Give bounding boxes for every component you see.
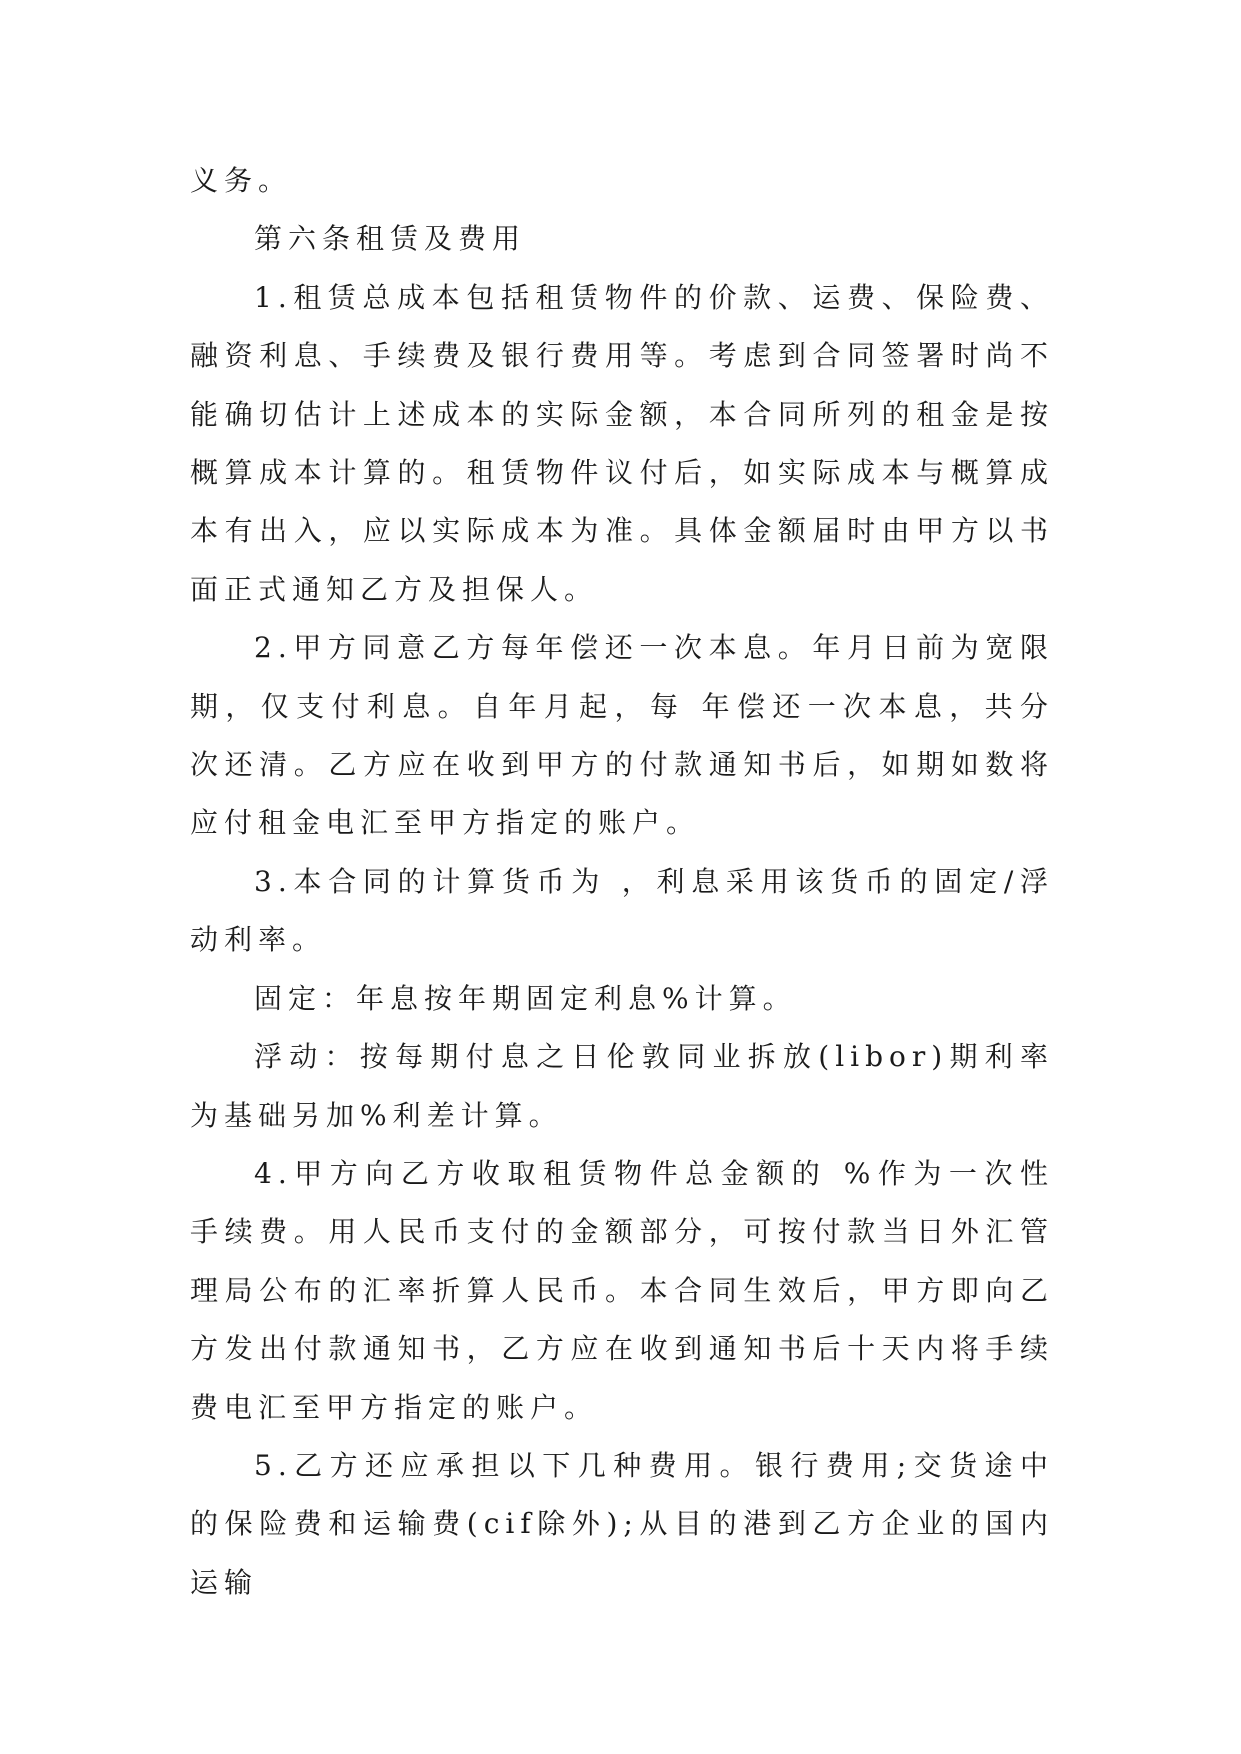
clause-5: 5.乙方还应承担以下几种费用。银行费用;交货途中的保险费和运输费(cif除外);从目的港到乙方企业的国内运输 xyxy=(190,1448,1054,1599)
clause-3: 3.本合同的计算货币为 ，利息采用该货币的固定/浮动利率。 xyxy=(190,864,1054,957)
clause-3-fixed-rate: 固定：年息按年期固定利息%计算。 xyxy=(254,981,797,1015)
clause-3-floating-rate: 浮动：按每期付息之日伦敦同业拆放(libor)期利率为基础另加%利差计算。 xyxy=(190,1040,1054,1132)
paragraph-continuation: 义务。 xyxy=(190,164,293,197)
clause-4: 4.甲方向乙方收取租赁物件总金额的 %作为一次性手续费。用人民币支付的金额部分，可按付款当日外汇管理局公布的汇率折算人民币。本合同生效后，甲方即向乙方发出付款通知书，乙方应在收到通知书后十天内将手续费电汇至甲方指定的账户。 xyxy=(190,1156,1054,1424)
document-body xyxy=(190,152,1054,1612)
clause-2: 2.甲方同意乙方每年偿还一次本息。年月日前为宽限期，仅支付利息。自年月起，每 年偿还一次本息，共分 次还清。乙方应在收到甲方的付款通知书后，如期如数将应付租金电汇至甲方指定的账户。 xyxy=(190,631,1054,840)
clause-1: 1.租赁总成本包括租赁物件的价款、运费、保险费、融资利息、手续费及银行费用等。考虑到合同签署时尚不能确切估计上述成本的实际金额，本合同所列的租金是按概算成本计算的。租赁物件议付后，如实际成本与概算成本有出入，应以实际成本为准。具体金额届时由甲方以书面正式通知乙方及担保人。 xyxy=(190,280,1054,606)
article-heading: 第六条租赁及费用 xyxy=(254,222,527,256)
